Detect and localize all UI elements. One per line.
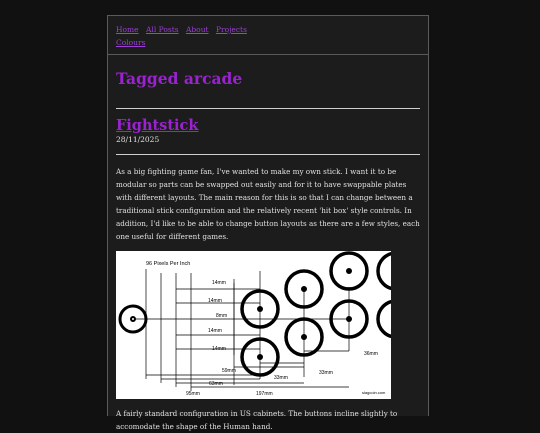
- diagram-credit: slagcoin.com: [362, 390, 386, 395]
- diagram-title: 96 Pixels Per Inch: [146, 261, 191, 267]
- figure-caption: A fairly standard configuration in US cabinets. The buttons incline slightly to accomodate the shape of the Human hand.: [116, 409, 398, 431]
- label-33mm-b: 33mm: [319, 370, 333, 376]
- top-nav: [108, 16, 428, 54]
- post-date: 28/11/2025: [116, 135, 160, 144]
- nav-projects-link[interactable]: Projects: [215, 25, 247, 34]
- label-36mm: 36mm: [364, 351, 378, 357]
- label-63mm: 63mm: [209, 381, 223, 387]
- post-body: As a big fighting game fan, I've wanted to make my own stick. I want it to be modular so parts can be swapped out easily and for it to have swappable plates with different layouts. The main reason for this is so that I can change between a traditional stick configuration and the relatively recent 'hit box' style controls. In addition, I'd like to be able to change button layouts as there are a few styles, each one useful for different games.: [116, 167, 420, 241]
- label-95mm: 95mm: [186, 391, 200, 397]
- post-title-link[interactable]: Fightstick: [116, 117, 199, 134]
- button-layout-diagram: [116, 251, 391, 399]
- label-14mm-d: 14mm: [212, 346, 226, 352]
- heading-divider: [116, 108, 420, 109]
- nav-all-posts-link[interactable]: All Posts: [146, 25, 179, 34]
- tag-heading: Tagged arcade: [116, 69, 243, 88]
- nav-home-link[interactable]: Home: [116, 25, 139, 34]
- nav-divider: [108, 54, 428, 55]
- nav-about-link[interactable]: About: [185, 25, 209, 34]
- label-59mm: 59mm: [222, 368, 236, 374]
- label-14mm-c: 14mm: [208, 328, 222, 334]
- nav-colours-link[interactable]: Colours: [116, 38, 146, 47]
- label-8mm: 8mm: [216, 313, 228, 319]
- main-content: [108, 69, 428, 433]
- page-container: [107, 15, 429, 431]
- label-33mm-a: 33mm: [274, 375, 288, 381]
- label-14mm-b: 14mm: [208, 298, 222, 304]
- label-197mm: 197mm: [256, 391, 273, 397]
- diagram-svg: [116, 251, 391, 399]
- post-divider: [116, 154, 420, 155]
- label-14mm-a: 14mm: [212, 280, 226, 286]
